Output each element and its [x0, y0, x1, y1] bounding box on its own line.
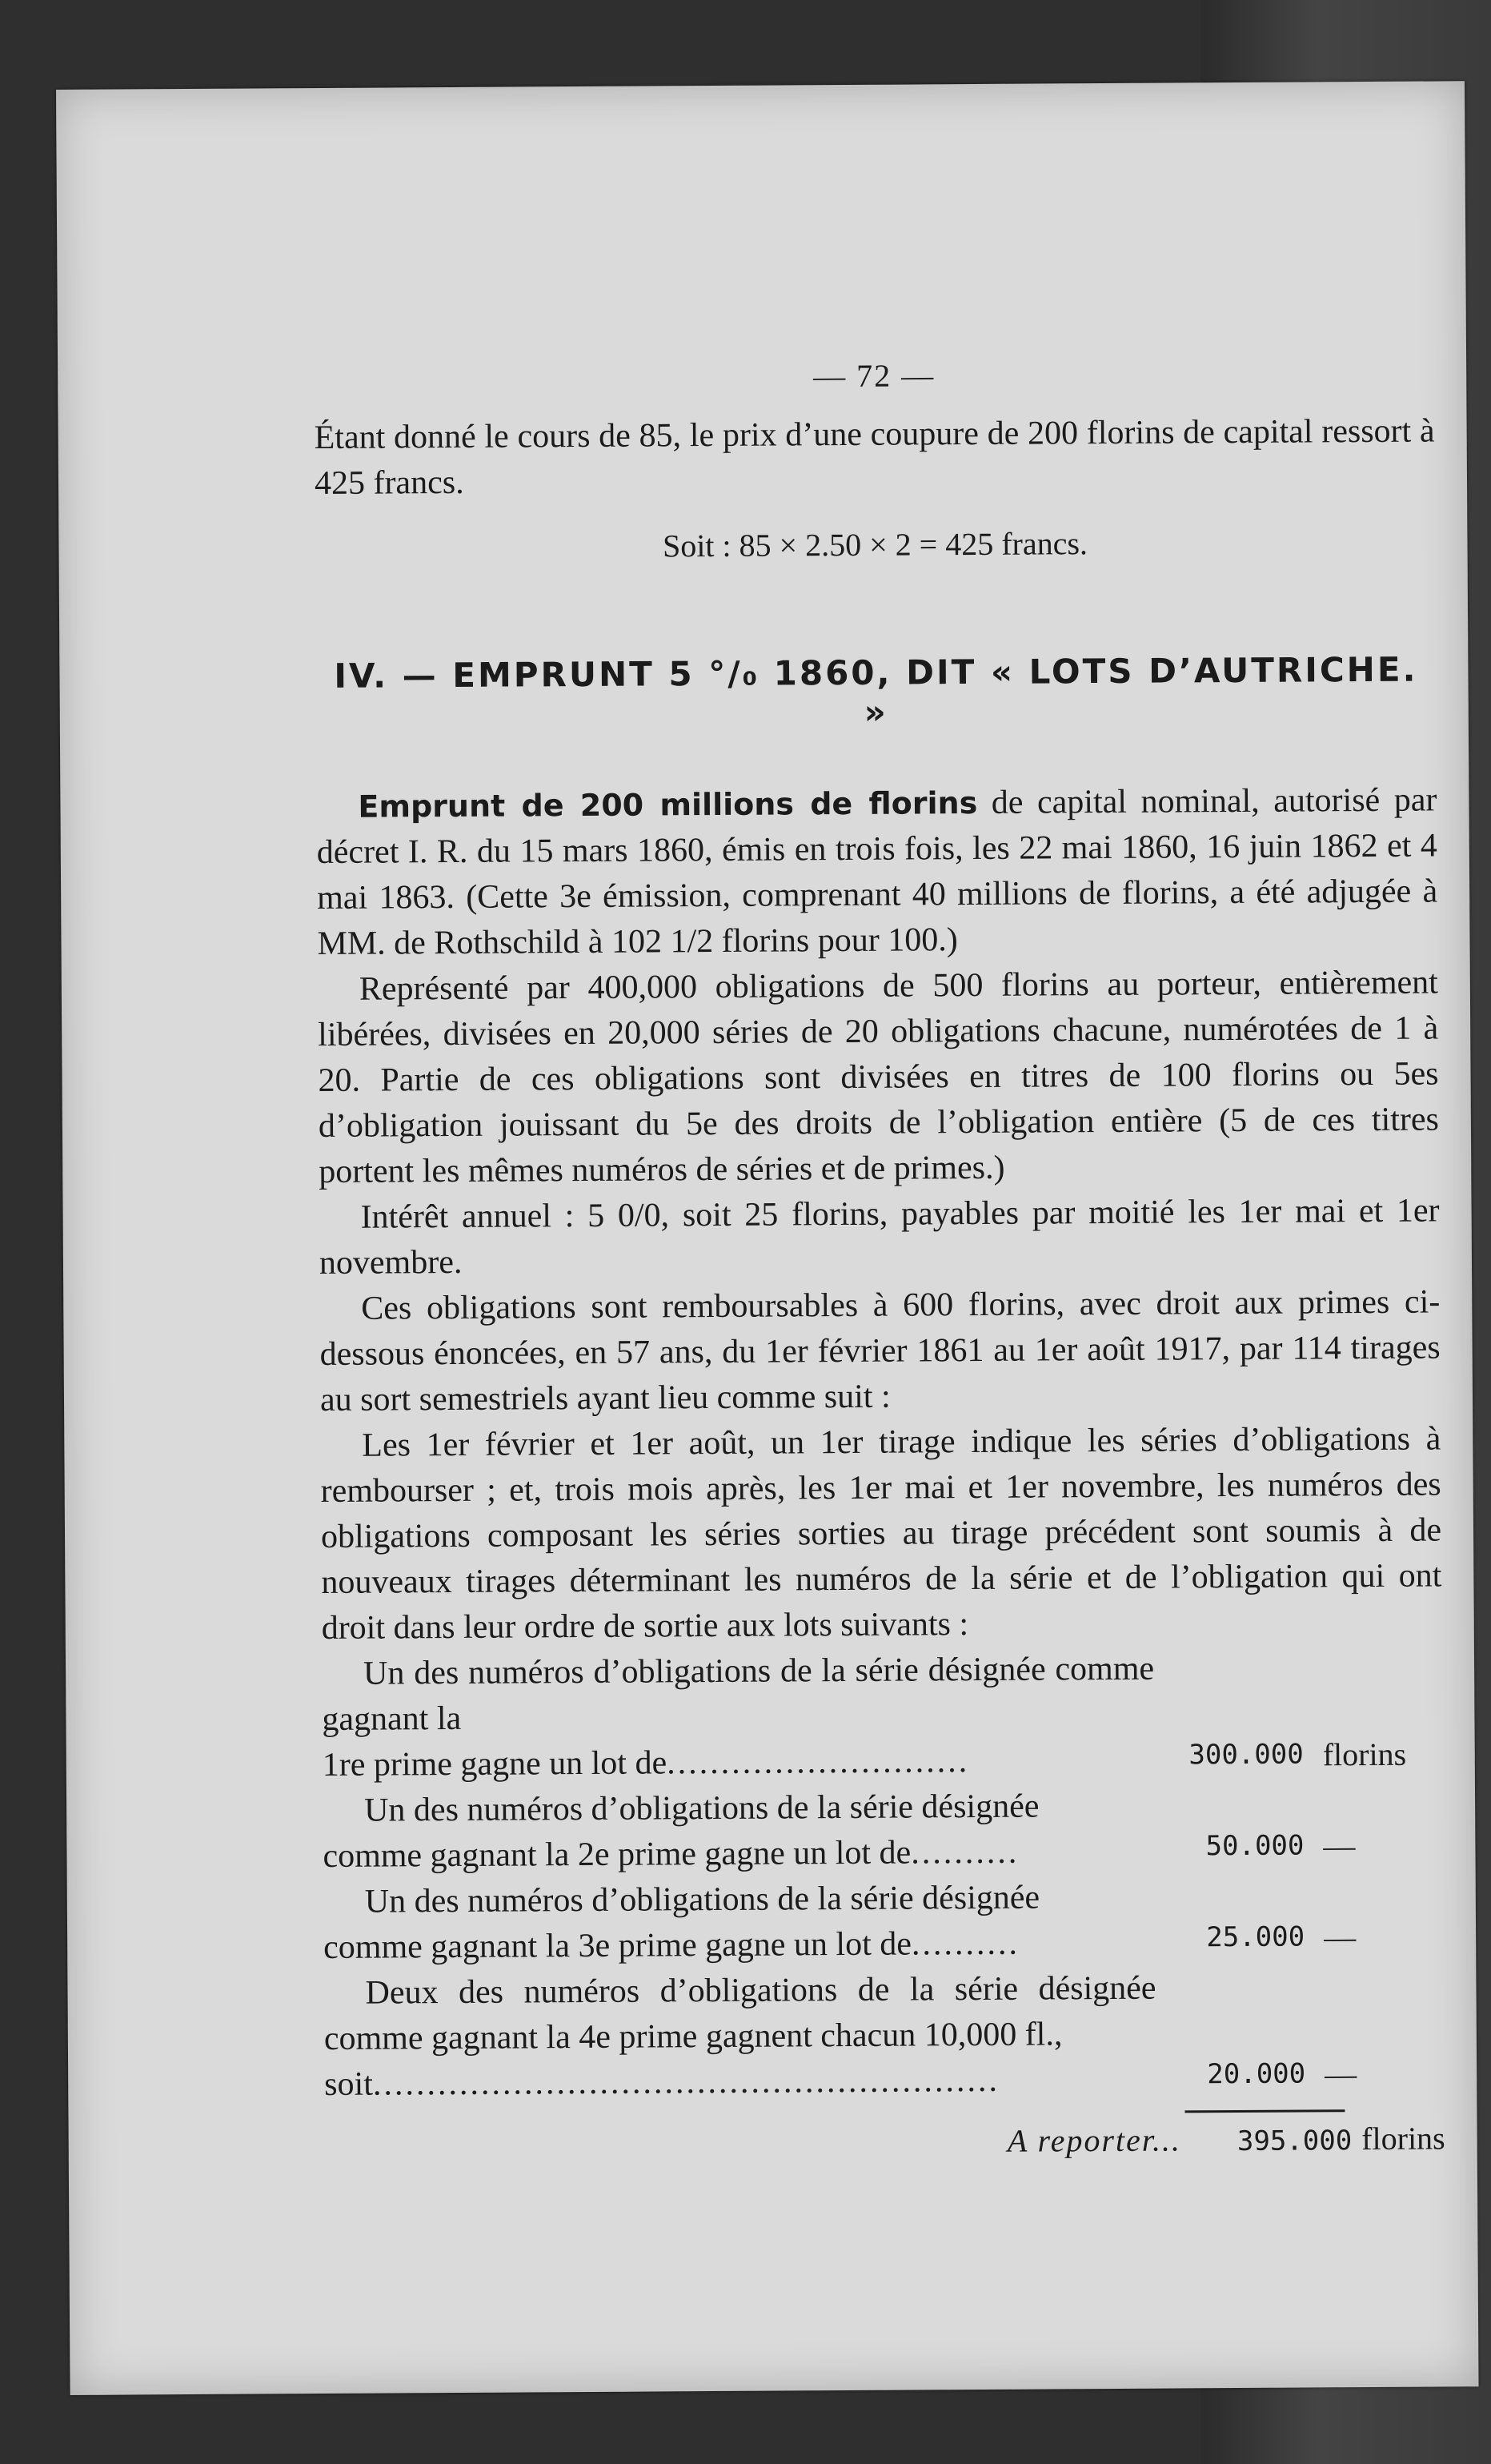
leader-dots: ..........................................................: [372, 2061, 1000, 2103]
carry-forward-amount: 395.000: [1236, 2125, 1353, 2158]
total-rule: [1184, 2109, 1345, 2113]
price-formula: Soit : 85 × 2.50 × 2 = 425 francs.: [662, 525, 1088, 564]
prize-unit: —: [1325, 2056, 1357, 2093]
prize-value: 50.000: [1205, 1829, 1305, 1863]
prize-value: 25.000: [1206, 1920, 1305, 1954]
prize-row: [323, 1781, 1444, 1880]
carry-forward-row: [325, 2119, 1445, 2164]
prize-amount: [1155, 1822, 1443, 1874]
prize-text-a: Un des numéros d’obligations de la série désignée: [363, 1788, 1040, 1829]
leader-dots: ..........: [911, 1833, 1020, 1872]
book-page: [56, 81, 1479, 2395]
section-heading: IV. — EMPRUNT 5 °/₀ 1860, DIT « LOTS D’AUTRICHE. »: [334, 649, 1418, 732]
loan-title-bold: Emprunt de 200 millions de florins: [358, 785, 978, 825]
leader-dots: ............................: [667, 1743, 970, 1782]
section-paragraph-4: Ces obligations sont remboursables à 600 florins, avec droit aux primes ci-dessous énoncées, en 57 ans, du 1er février 1861 au 1er août 1917, par 114 tirages au sort semestriels ayant lieu comme suit :: [319, 1283, 1441, 1419]
carry-forward-total: [1237, 2119, 1445, 2158]
prize-row: [323, 1964, 1445, 2108]
prize-description: [322, 1647, 1155, 1788]
page-content: [314, 353, 1445, 2164]
leader-dots: ..........: [911, 1924, 1020, 1963]
prize-text-a: Un des numéros d’obligations de la série désignée: [364, 1879, 1040, 1920]
prize-amount: [1156, 2050, 1445, 2102]
section-paragraph-5: Les 1er février et 1er août, un 1er tirage indique les séries d’obligations à rembourser ; et, trois mois après, les 1er mai et 1er novembre, les numéros des obligations composant les séries sorties au tirage précédent sont soumis à de nouveaux tirages déterminant les numéros de la série et de l’obligation qui ont droit dans leur ordre de sortie aux lots suivants :: [320, 1420, 1442, 1647]
prize-text-b: 1re prime gagne un lot de: [322, 1744, 667, 1784]
prize-text-b: comme gagnant la 3e prime gagne un lot de: [323, 1925, 912, 1967]
intro-paragraph: Étant donné le cours de 85, le prix d’une coupure de 200 florins de capital ressort à 425 francs.: [314, 412, 1435, 503]
prize-list: [322, 1644, 1445, 2108]
prize-unit: florins: [1322, 1736, 1407, 1773]
carry-forward-label: A reporter...: [1007, 2121, 1182, 2159]
prize-text-b: soit: [324, 2065, 374, 2103]
prize-value: 20.000: [1207, 2057, 1306, 2091]
section-paragraph-2: Représenté par 400,000 obligations de 500 florins au porteur, entièrement libérées, divisées en 20,000 séries de 20 obligations chacune, numérotées de 1 à 20. Partie de ces obligations sont divisées en titres de 100 florins ou 5es d’obligation jouissant du 5e des droits de l’obligation entière (5 de ces titres portent les mêmes numéros de séries et de primes.): [318, 964, 1440, 1191]
section-paragraph-3: Intérêt annuel : 5 0/0, soit 25 florins, payables par moitié les 1er mai et 1er novembre.: [319, 1192, 1440, 1282]
carry-forward-unit: florins: [1361, 2120, 1445, 2157]
prize-text-b: comme gagnant la 2e prime gagne un lot de: [323, 1834, 912, 1876]
page-number: — 72 —: [813, 357, 936, 395]
prize-description: [323, 1784, 1156, 1880]
prize-amount: [1156, 1913, 1444, 1965]
prize-row: [322, 1644, 1443, 1788]
prize-text-a: Un des numéros d’obligations de la série désignée comme gagnant la: [322, 1650, 1155, 1739]
section-paragraph-1-rest: de capital nominal, autorisé par décret I. R. du 15 mars 1860, émis en trois fois, les 22 mai 1860, 16 juin 1862 et 4 mai 1863. (Cette 3e émission, comprenant 40 millions de florins, a été adjugée à MM. de Rothschild à 102 1/2 florins pour 100.): [316, 781, 1438, 963]
section-paragraph-1: [316, 777, 1437, 967]
prize-unit: —: [1323, 1828, 1356, 1864]
prize-unit: —: [1323, 1919, 1357, 1956]
prize-amount: [1155, 1731, 1443, 1783]
prize-description: [323, 1875, 1156, 1971]
prize-description: [323, 1966, 1156, 2108]
prize-text-a: Deux des numéros d’obligations de la série désignée comme gagnant la 4e prime gagnent chacun 10,000 fl.,: [323, 1969, 1156, 2057]
prize-row: [323, 1872, 1445, 1971]
prize-value: 300.000: [1188, 1738, 1304, 1772]
